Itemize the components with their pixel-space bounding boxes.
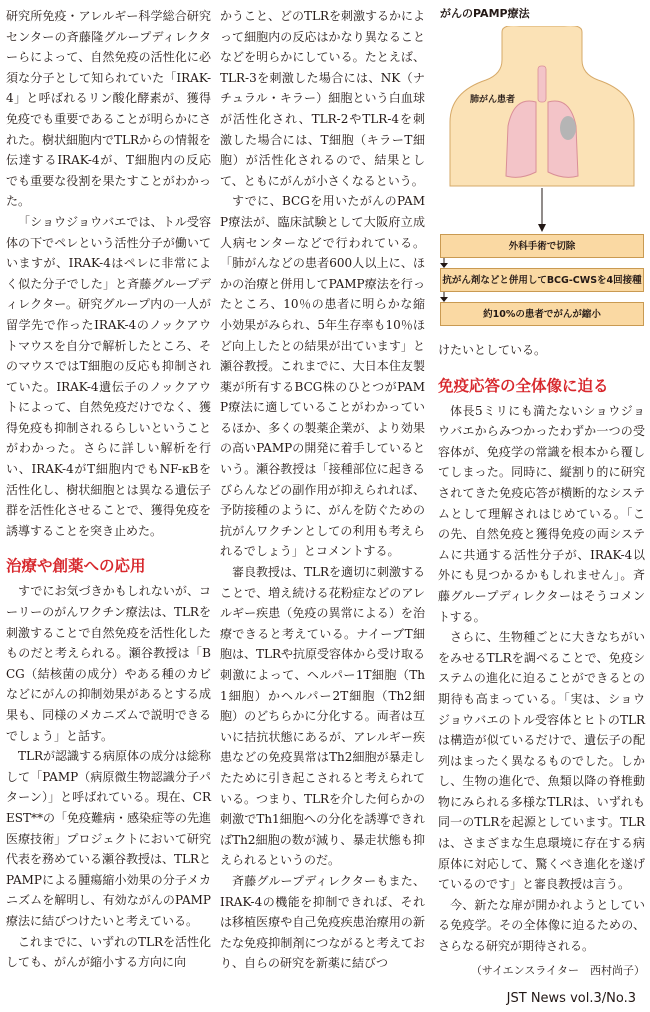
column-3: [438, 340, 645, 981]
step-bcg-cws: 抗がん剤などと併用してBCG-CWSを4回接種: [440, 268, 644, 292]
section-heading: 免疫応答の全体像に迫る: [438, 376, 609, 395]
patient-label: 肺がん患者: [470, 95, 516, 105]
step-surgery: 外科手術で切除: [440, 234, 644, 258]
paragraph: 審良教授は、TLRを適切に刺激することで、増え続ける花粉症などのアレルギー疾患（免疫の異常による）を治療できると考えている。ナイーブT細胞は、TLRや抗原受容体から受け取る刺激によって、ヘルパー1T細胞（Th1細胞）かヘルパー2T細胞（Th2細胞）のどちらかに分化する。両者は互いに拮抗状態にあるが、アレルギー疾患などの免疫異常はTh2細胞が暴走したために引き起こされると考えられている。つまり、TLRを介した何らかの刺激でTh1細胞への分化を誘導できればTh2細胞の数が減り、暴走状態も抑えられるというのだ。: [220, 565, 426, 868]
figure-title: がんのPAMP療法: [440, 7, 530, 20]
paragraph: TLRが認識する病原体の成分は総称して「PAMP（病原微生物認識分子パターン）」と呼ばれている。現在、CREST**の「免疫難病・感染症等の先進医療技術」プロジェクトにおいて研究代表を務めている瀬谷教授は、TLRとPAMPによる腫瘍縮小効果の分子メカニズムを解明し、有効ながんのPAMP療法に結びつけたいと考えている。: [6, 749, 212, 928]
tumor-mark: [560, 116, 576, 140]
pamp-therapy-figure: [440, 6, 645, 336]
author-credit: （サイエンスライター 西村尚子）: [470, 963, 645, 977]
down-arrow-icon: [440, 258, 448, 268]
column-2: [220, 6, 425, 974]
paragraph: 「ショウジョウバエでは、トル受容体の下でペレという活性分子が働いていますが、IRAK-4はペレに非常によく似た分子でした」と斉藤グループディレクター。研究グループ内の一人が留学先で作ったIRAK-4のノックアウトマウスを自分で解析したところ、そのマウスではT細胞の反応も抑制されていた。IRAK-4遺伝子のノックアウトによって、自然免疫だけでなく、獲得免疫も抑制されるらしいということがわかった。さらに詳しい解析を行い、IRAK-4がT細胞内でもNF-κBを活性化し、樹状細胞とは異なる遺伝子群を活性化させることで、獲得免疫を誘導することを突き止めた。: [6, 214, 211, 538]
publication-footer: JST News vol.3/No.3: [506, 991, 636, 1006]
paragraph: さらに、生物種ごとに大きなちがいをみせるTLRを調べることで、免疫システムの進化に迫ることができるとの期待も高まっている。「実は、ショウジョウバエのトル受容体とヒトのTLRは構造が似ているだけで、遺伝子の配列はまったく異なるものでした。しかし、生物の進化で、魚類以降の脊椎動物にみられる多様なTLRは、いずれも同一のTLRを起源としています。TLRは、さまざまな生息環境に存在する病原体に対応して、驚くべき進化を遂げているのです」と審良教授は言う。: [438, 630, 645, 892]
paragraph: 今、新たな扉が開かれようとしている免疫学。その全体像に迫るための、さらなる研究が期待される。: [438, 897, 645, 954]
paragraph: けたいとしている。: [438, 343, 547, 357]
paragraph: 斉藤グループディレクターもまた、IRAK-4の機能を抑制できれば、それは移植医療や自己免疫疾患治療用の新たな免疫抑制剤につながると考えており、自らの研究を新薬に結びつ: [220, 873, 425, 971]
paragraph: すでに、BCGを用いたがんのPAMP療法が、臨床試験として大阪府立成人病センターなどで行われている。「肺がんなどの患者600人以上に、ほかの治療と併用してPAMP療法を行ったところ、10％の患者に明らかな縮小効果がみられ、5年生存率も10％ほど向上したとの結果が出ています」と瀬谷教授。これまでに、大日本住友製薬が所有するBCG株のひとつがPAMP療法に適していることがわかっているほか、多くの製薬企業が、より効果の高いPAMPの開発に着手しているという。瀬谷教授は「接種部位に起きるびらんなどの副作用が抑えられれば、予防接種のように、がんを防ぐための抗がんワクチンとしての利用も考えられるでしょう」とコメントする。: [220, 194, 425, 559]
column-1: [6, 6, 211, 973]
patient-illustration: [440, 26, 645, 234]
patient-body: [450, 26, 634, 186]
paragraph: かうこと、どのTLRを刺激するかによって細胞内の反応はかなり異なることなどを明らかにしている。たとえば、TLR-3を刺激した場合には、NK（ナチュラル・キラー）細胞という白血球が活性化され、TLR-2やTLR-4を刺激した場合には、T細胞（キラーT細胞）が活性化されるので、結果として、ともにがんが小さくなるという。: [220, 9, 426, 188]
down-arrow-icon: [440, 292, 448, 302]
paragraph: 研究所免疫・アレルギー科学総合研究センターの斉藤隆グループディレクターらによって、自然免疫の活性化に必須な分子として知られていた「IRAK-4」と呼ばれるリン酸化酵素が、獲得免疫でも重要であることが明らかにされた。樹状細胞内でTLRからの情報を伝達するIRAK-4が、T細胞内の反応でも重要な役割を果たすことがわかった。: [6, 9, 212, 209]
paragraph: これまでに、いずれのTLRを活性化しても、がんが縮小する方向に向: [6, 934, 212, 970]
paragraph: すでにお気づきかもしれないが、コーリーのがんワクチン療法は、TLRを刺激することで自然免疫を活性化したものだと考えられる。瀬谷教授は「BCG（結核菌の成分）やある種のカビなどにがんの抑制効果があるとする成果も、同様のメカニズムで説明できるでしょう」と話す。: [6, 584, 211, 743]
section-heading: 治療や創薬への応用: [6, 557, 146, 576]
paragraph: 体長5ミリにも満たないショウジョウバエからみつかったわずか一つの受容体が、免疫学の常識を根本から覆してしまった。同時に、縦割り的に研究されてきた免疫応答が横断的なシステムとして理解されはじめている。「この先、自然免疫と獲得免疫の両システムに共通する活性分子が、IRAK-4以外にも見つかるかもしれません」。斉藤グループディレクターはそうコメントする。: [438, 403, 645, 624]
step-result: 約10%の患者でがんが縮小: [440, 302, 644, 326]
